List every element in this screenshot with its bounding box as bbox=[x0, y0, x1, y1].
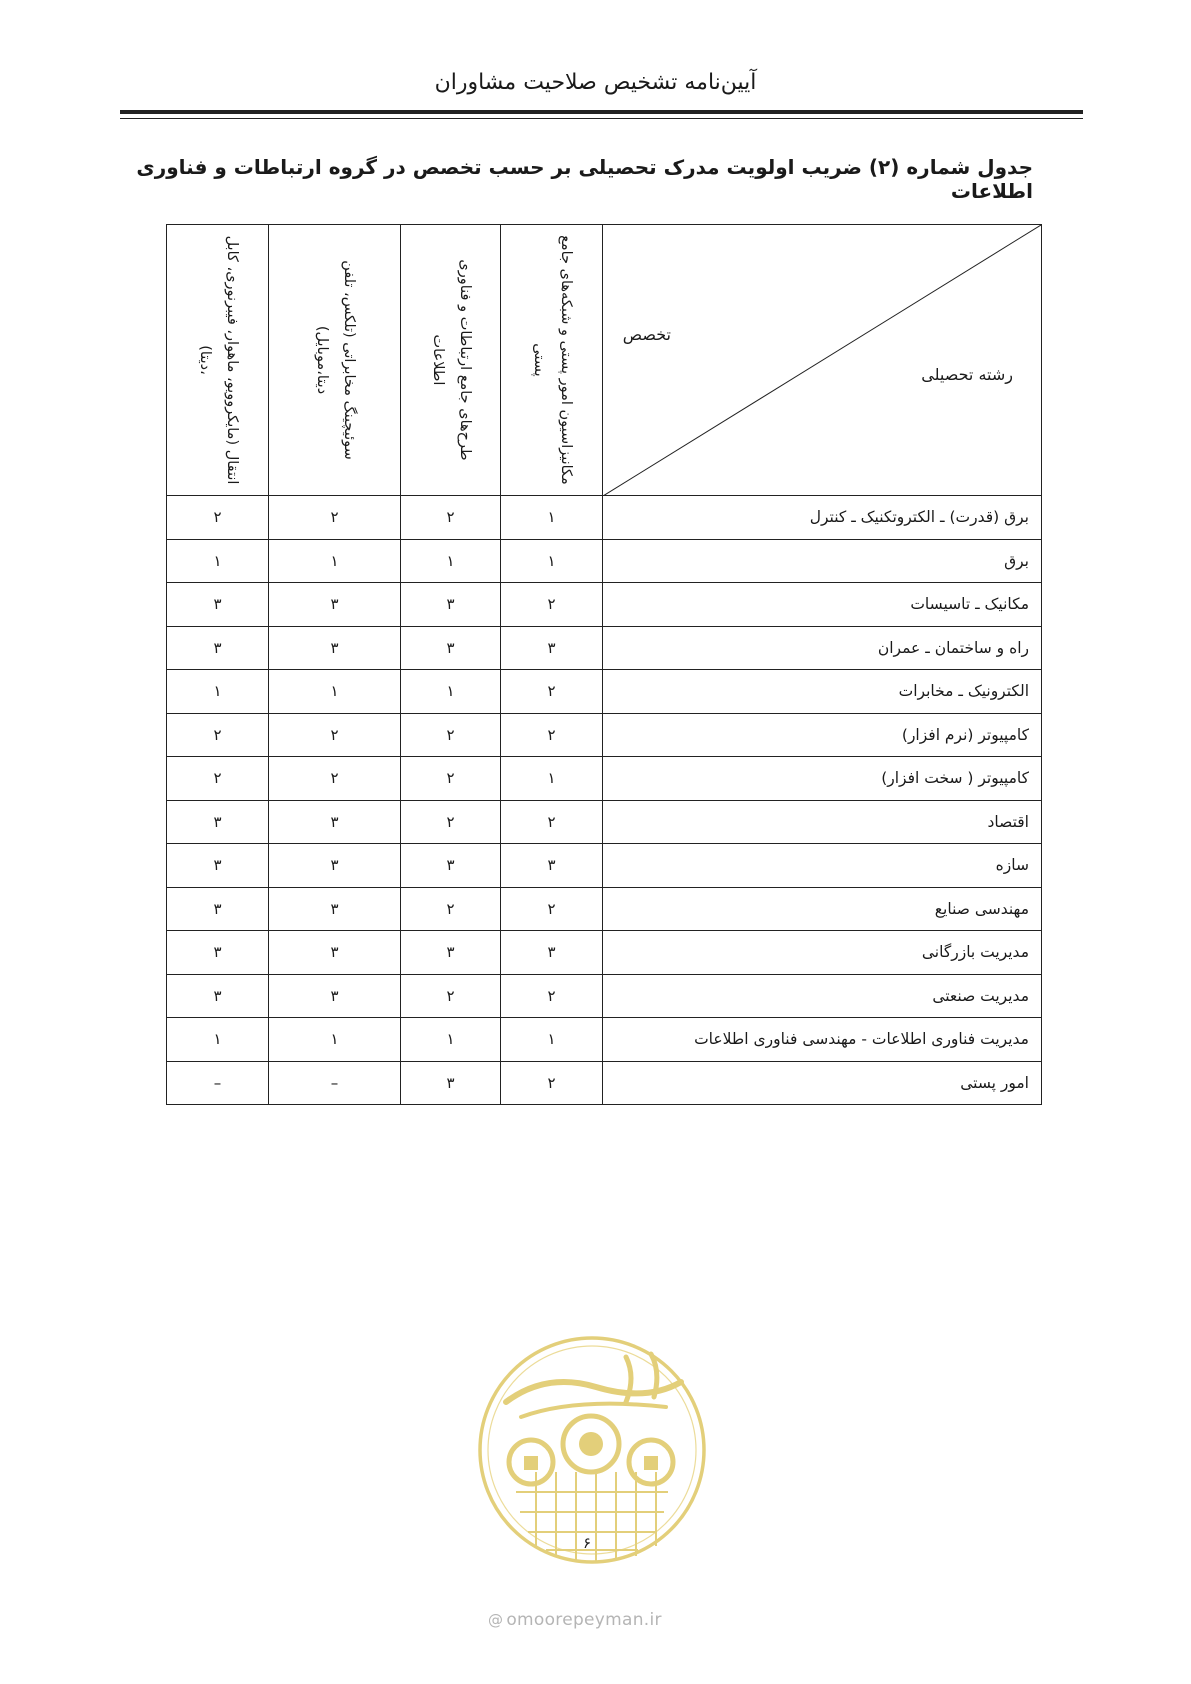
coefficient-cell: ۳ bbox=[167, 844, 269, 888]
field-name-cell: کامپیوتر ( سخت افزار) bbox=[603, 757, 1042, 801]
table-row bbox=[167, 844, 1042, 888]
coefficient-cell: ۱ bbox=[501, 757, 603, 801]
field-name-cell: مدیریت صنعتی bbox=[603, 974, 1042, 1018]
at-sign-icon: @ bbox=[488, 1611, 504, 1629]
table-row bbox=[167, 496, 1042, 540]
table-row bbox=[167, 887, 1042, 931]
table-caption: جدول شماره (۲) ضریب اولویت مدرک تحصیلی بر حسب تخصص در گروه ارتباطات و فناوری اطلاعات bbox=[136, 155, 1033, 203]
coefficient-cell: ۳ bbox=[269, 626, 401, 670]
coefficient-cell: ۱ bbox=[167, 1018, 269, 1062]
corner-header-cell bbox=[603, 225, 1042, 496]
table-row bbox=[167, 713, 1042, 757]
coefficient-cell: ۲ bbox=[501, 670, 603, 714]
coefficient-cell: ۳ bbox=[167, 974, 269, 1018]
coefficient-cell: ۲ bbox=[401, 713, 501, 757]
coefficient-cell: ۲ bbox=[501, 1061, 603, 1105]
coefficient-cell: ۲ bbox=[501, 887, 603, 931]
coefficient-cell: ۳ bbox=[167, 931, 269, 975]
coefficient-cell: ۲ bbox=[501, 713, 603, 757]
coefficient-cell: ۲ bbox=[401, 757, 501, 801]
coefficient-cell: ۲ bbox=[269, 496, 401, 540]
column-header-comprehensive-plans bbox=[401, 225, 501, 496]
field-name-cell: امور پستی bbox=[603, 1061, 1042, 1105]
coefficient-cell: ۳ bbox=[401, 626, 501, 670]
coefficient-cell: ۳ bbox=[269, 800, 401, 844]
coefficient-cell: ۱ bbox=[269, 539, 401, 583]
coefficient-cell: ۱ bbox=[269, 670, 401, 714]
coefficient-cell: ۲ bbox=[269, 757, 401, 801]
coefficient-cell: ۳ bbox=[269, 974, 401, 1018]
priority-coefficient-table bbox=[166, 224, 1042, 1105]
coefficient-cell: ۳ bbox=[401, 844, 501, 888]
column-header-transmission bbox=[167, 225, 269, 496]
coefficient-cell: ۲ bbox=[401, 974, 501, 1018]
coefficient-cell: ۳ bbox=[269, 887, 401, 931]
header-rule-thin bbox=[120, 118, 1083, 119]
coefficient-cell: – bbox=[269, 1061, 401, 1105]
coefficient-cell: ۱ bbox=[501, 1018, 603, 1062]
field-name-cell: راه و ساختمان ـ عمران bbox=[603, 626, 1042, 670]
field-name-cell: سازه bbox=[603, 844, 1042, 888]
coefficient-cell: ۱ bbox=[401, 670, 501, 714]
table-row bbox=[167, 757, 1042, 801]
website-text: omoorepeyman.ir bbox=[506, 1610, 662, 1630]
coefficient-cell: ۲ bbox=[167, 496, 269, 540]
coefficient-cell: ۳ bbox=[167, 887, 269, 931]
watermark-seal-logo bbox=[476, 1332, 708, 1567]
column-header-label: سوئیچینگ مخابراتی (تلکس، تلفن دیتا،موبایل) bbox=[313, 260, 357, 460]
table-row bbox=[167, 1061, 1042, 1105]
coefficient-cell: ۳ bbox=[167, 800, 269, 844]
table-row bbox=[167, 539, 1042, 583]
coefficient-cell: ۱ bbox=[401, 1018, 501, 1062]
column-header-postal-mechanization bbox=[501, 225, 603, 496]
column-header-label: طرح‌های جامع ارتباطات و فناوری اطلاعات bbox=[429, 259, 473, 461]
coefficient-cell: ۳ bbox=[269, 931, 401, 975]
corner-diagonal-line bbox=[603, 225, 1041, 496]
coefficient-cell: ۳ bbox=[401, 1061, 501, 1105]
field-name-cell: مکانیک ـ تاسیسات bbox=[603, 583, 1042, 627]
coefficient-cell: ۲ bbox=[501, 583, 603, 627]
field-name-cell: مدیریت فناوری اطلاعات - مهندسی فناوری اطلاعات bbox=[603, 1018, 1042, 1062]
coefficient-cell: ۱ bbox=[501, 496, 603, 540]
table-row bbox=[167, 626, 1042, 670]
coefficient-cell: ۳ bbox=[401, 583, 501, 627]
footer-website bbox=[488, 1610, 662, 1630]
corner-specialty-label: تخصص bbox=[622, 325, 671, 344]
coefficient-cell: – bbox=[167, 1061, 269, 1105]
coefficient-cell: ۲ bbox=[401, 887, 501, 931]
page-number: ۶ bbox=[583, 1534, 592, 1552]
column-header-label: مکانیزاسیون امور پستی و شبکه‌های جامع پستی bbox=[530, 235, 574, 485]
coefficient-cell: ۲ bbox=[167, 757, 269, 801]
field-name-cell: برق (قدرت) ـ الکتروتکنیک ـ کنترل bbox=[603, 496, 1042, 540]
coefficient-cell: ۲ bbox=[501, 974, 603, 1018]
table-header-row bbox=[167, 225, 1042, 496]
field-name-cell: اقتصاد bbox=[603, 800, 1042, 844]
column-header-telecom-switching bbox=[269, 225, 401, 496]
table-row bbox=[167, 583, 1042, 627]
coefficient-cell: ۲ bbox=[167, 713, 269, 757]
table-row bbox=[167, 931, 1042, 975]
table-row bbox=[167, 800, 1042, 844]
coefficient-cell: ۳ bbox=[501, 626, 603, 670]
coefficient-cell: ۳ bbox=[401, 931, 501, 975]
coefficient-cell: ۳ bbox=[167, 626, 269, 670]
coefficient-cell: ۲ bbox=[501, 800, 603, 844]
coefficient-cell: ۱ bbox=[269, 1018, 401, 1062]
table-row bbox=[167, 974, 1042, 1018]
corner-field-label: رشته تحصیلی bbox=[921, 365, 1013, 384]
coefficient-cell: ۳ bbox=[501, 844, 603, 888]
document-header-title: آیین‌نامه تشخیص صلاحیت مشاوران bbox=[434, 70, 757, 95]
coefficient-cell: ۳ bbox=[501, 931, 603, 975]
table-row bbox=[167, 670, 1042, 714]
coefficient-cell: ۱ bbox=[501, 539, 603, 583]
header-rule-thick bbox=[120, 110, 1083, 114]
field-name-cell: برق bbox=[603, 539, 1042, 583]
field-name-cell: مدیریت بازرگانی bbox=[603, 931, 1042, 975]
coefficient-cell: ۳ bbox=[167, 583, 269, 627]
column-header-label: انتقال (مایکروویو، ماهوار، فیبرنوری، کابل ،دیتا) bbox=[196, 235, 240, 485]
field-name-cell: مهندسی صنایع bbox=[603, 887, 1042, 931]
coefficient-cell: ۳ bbox=[269, 844, 401, 888]
table-row bbox=[167, 1018, 1042, 1062]
field-name-cell: کامپیوتر (نرم افزار) bbox=[603, 713, 1042, 757]
coefficient-cell: ۱ bbox=[167, 539, 269, 583]
coefficient-cell: ۱ bbox=[167, 670, 269, 714]
coefficient-cell: ۲ bbox=[269, 713, 401, 757]
field-name-cell: الکترونیک ـ مخابرات bbox=[603, 670, 1042, 714]
coefficient-cell: ۱ bbox=[401, 539, 501, 583]
coefficient-cell: ۲ bbox=[401, 496, 501, 540]
coefficient-cell: ۲ bbox=[401, 800, 501, 844]
coefficient-cell: ۳ bbox=[269, 583, 401, 627]
